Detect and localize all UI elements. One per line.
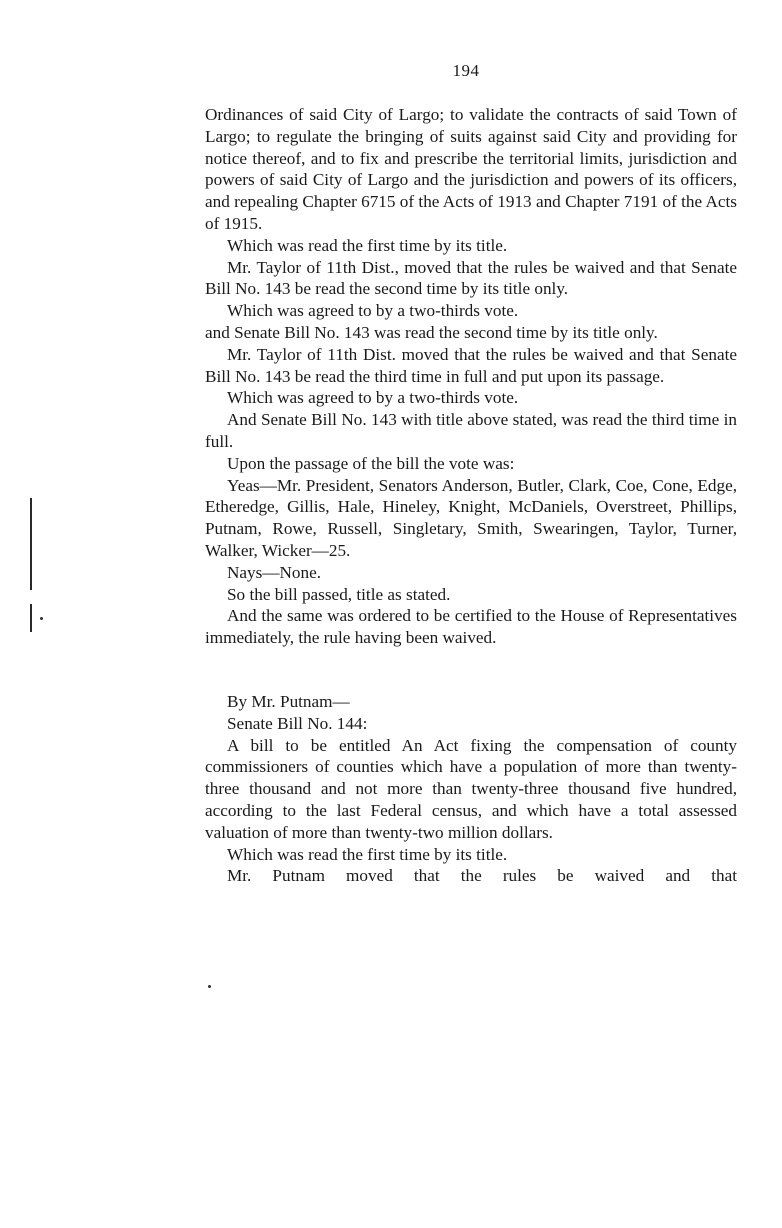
paragraph: Upon the passage of the bill the vote was: xyxy=(227,453,515,473)
bill-number-line: Senate Bill No. 144: xyxy=(227,713,368,733)
paragraph: Ordinances of said City of Largo; to validate the contracts of said Town of Largo; to regulate the bringing of suits against said City and providing for notice thereof, and to fix and prescribe the territorial limits, jurisdiction and powers of said City of Largo and the jurisdiction and powers of its officers, and repealing Chapter 6715 of the Acts of 1913 and Chapter 7191 of the Acts of 1915. xyxy=(205,105,737,233)
paragraph: Mr. Putnam moved that the rules be waived and that xyxy=(227,866,737,886)
paragraph: Which was read the first time by its title. xyxy=(227,235,508,255)
paragraph: A bill to be entitled An Act fixing the compensation of county commissioners of counties which have a population of more than twenty-three thousand and not more than twenty-three thousand five hundred, according to the last Federal census, and which have a total assessed valuation of more than twenty-two million dollars. xyxy=(205,735,737,842)
introducer-line: By Mr. Putnam— xyxy=(227,691,350,711)
vote-yeas: Yeas—Mr. President, Senators Anderson, Butler, Clark, Coe, Cone, Edge, Etheredge, Gillis, Hale, Hineley, Knight, McDaniels, Overstreet, Phillips, Putnam, Rowe, Russell, Singletary, Smith, Swearingen, Taylor, Turner, Walker, Wicker—25. xyxy=(205,475,737,560)
paragraph: Mr. Taylor of 11th Dist. moved that the rules be waived and that Senate Bill No. 143 be read the third time in full and put upon its passage. xyxy=(205,344,737,386)
paragraph: And Senate Bill No. 143 with title above stated, was read the third time in full. xyxy=(205,410,737,451)
paragraph: Which was read the first time by its title. xyxy=(227,844,508,864)
paragraph: And the same was ordered to be certified to the House of Representatives immediately, the rule having been waived. xyxy=(205,606,737,648)
margin-rule-mark xyxy=(30,498,32,590)
body-text xyxy=(205,104,737,887)
paragraph: Mr. Taylor of 11th Dist., moved that the rules be waived and that Senate Bill No. 143 be read the second time by its title only. xyxy=(205,257,737,299)
vote-nays: Nays—None. xyxy=(227,562,322,582)
section-gap xyxy=(205,649,737,691)
scan-speck xyxy=(40,617,43,620)
page-number: 194 xyxy=(452,61,480,80)
paragraph: and Senate Bill No. 143 was read the second time by its title only. xyxy=(205,322,658,342)
bill-143-section xyxy=(205,104,737,649)
paragraph: Which was agreed to by a two-thirds vote. xyxy=(227,301,519,321)
scan-speck xyxy=(208,985,211,988)
paragraph: Which was agreed to by a two-thirds vote. xyxy=(227,388,519,408)
paragraph: So the bill passed, title as stated. xyxy=(227,584,451,604)
bill-144-section xyxy=(205,691,737,887)
margin-rule-mark xyxy=(30,604,32,632)
